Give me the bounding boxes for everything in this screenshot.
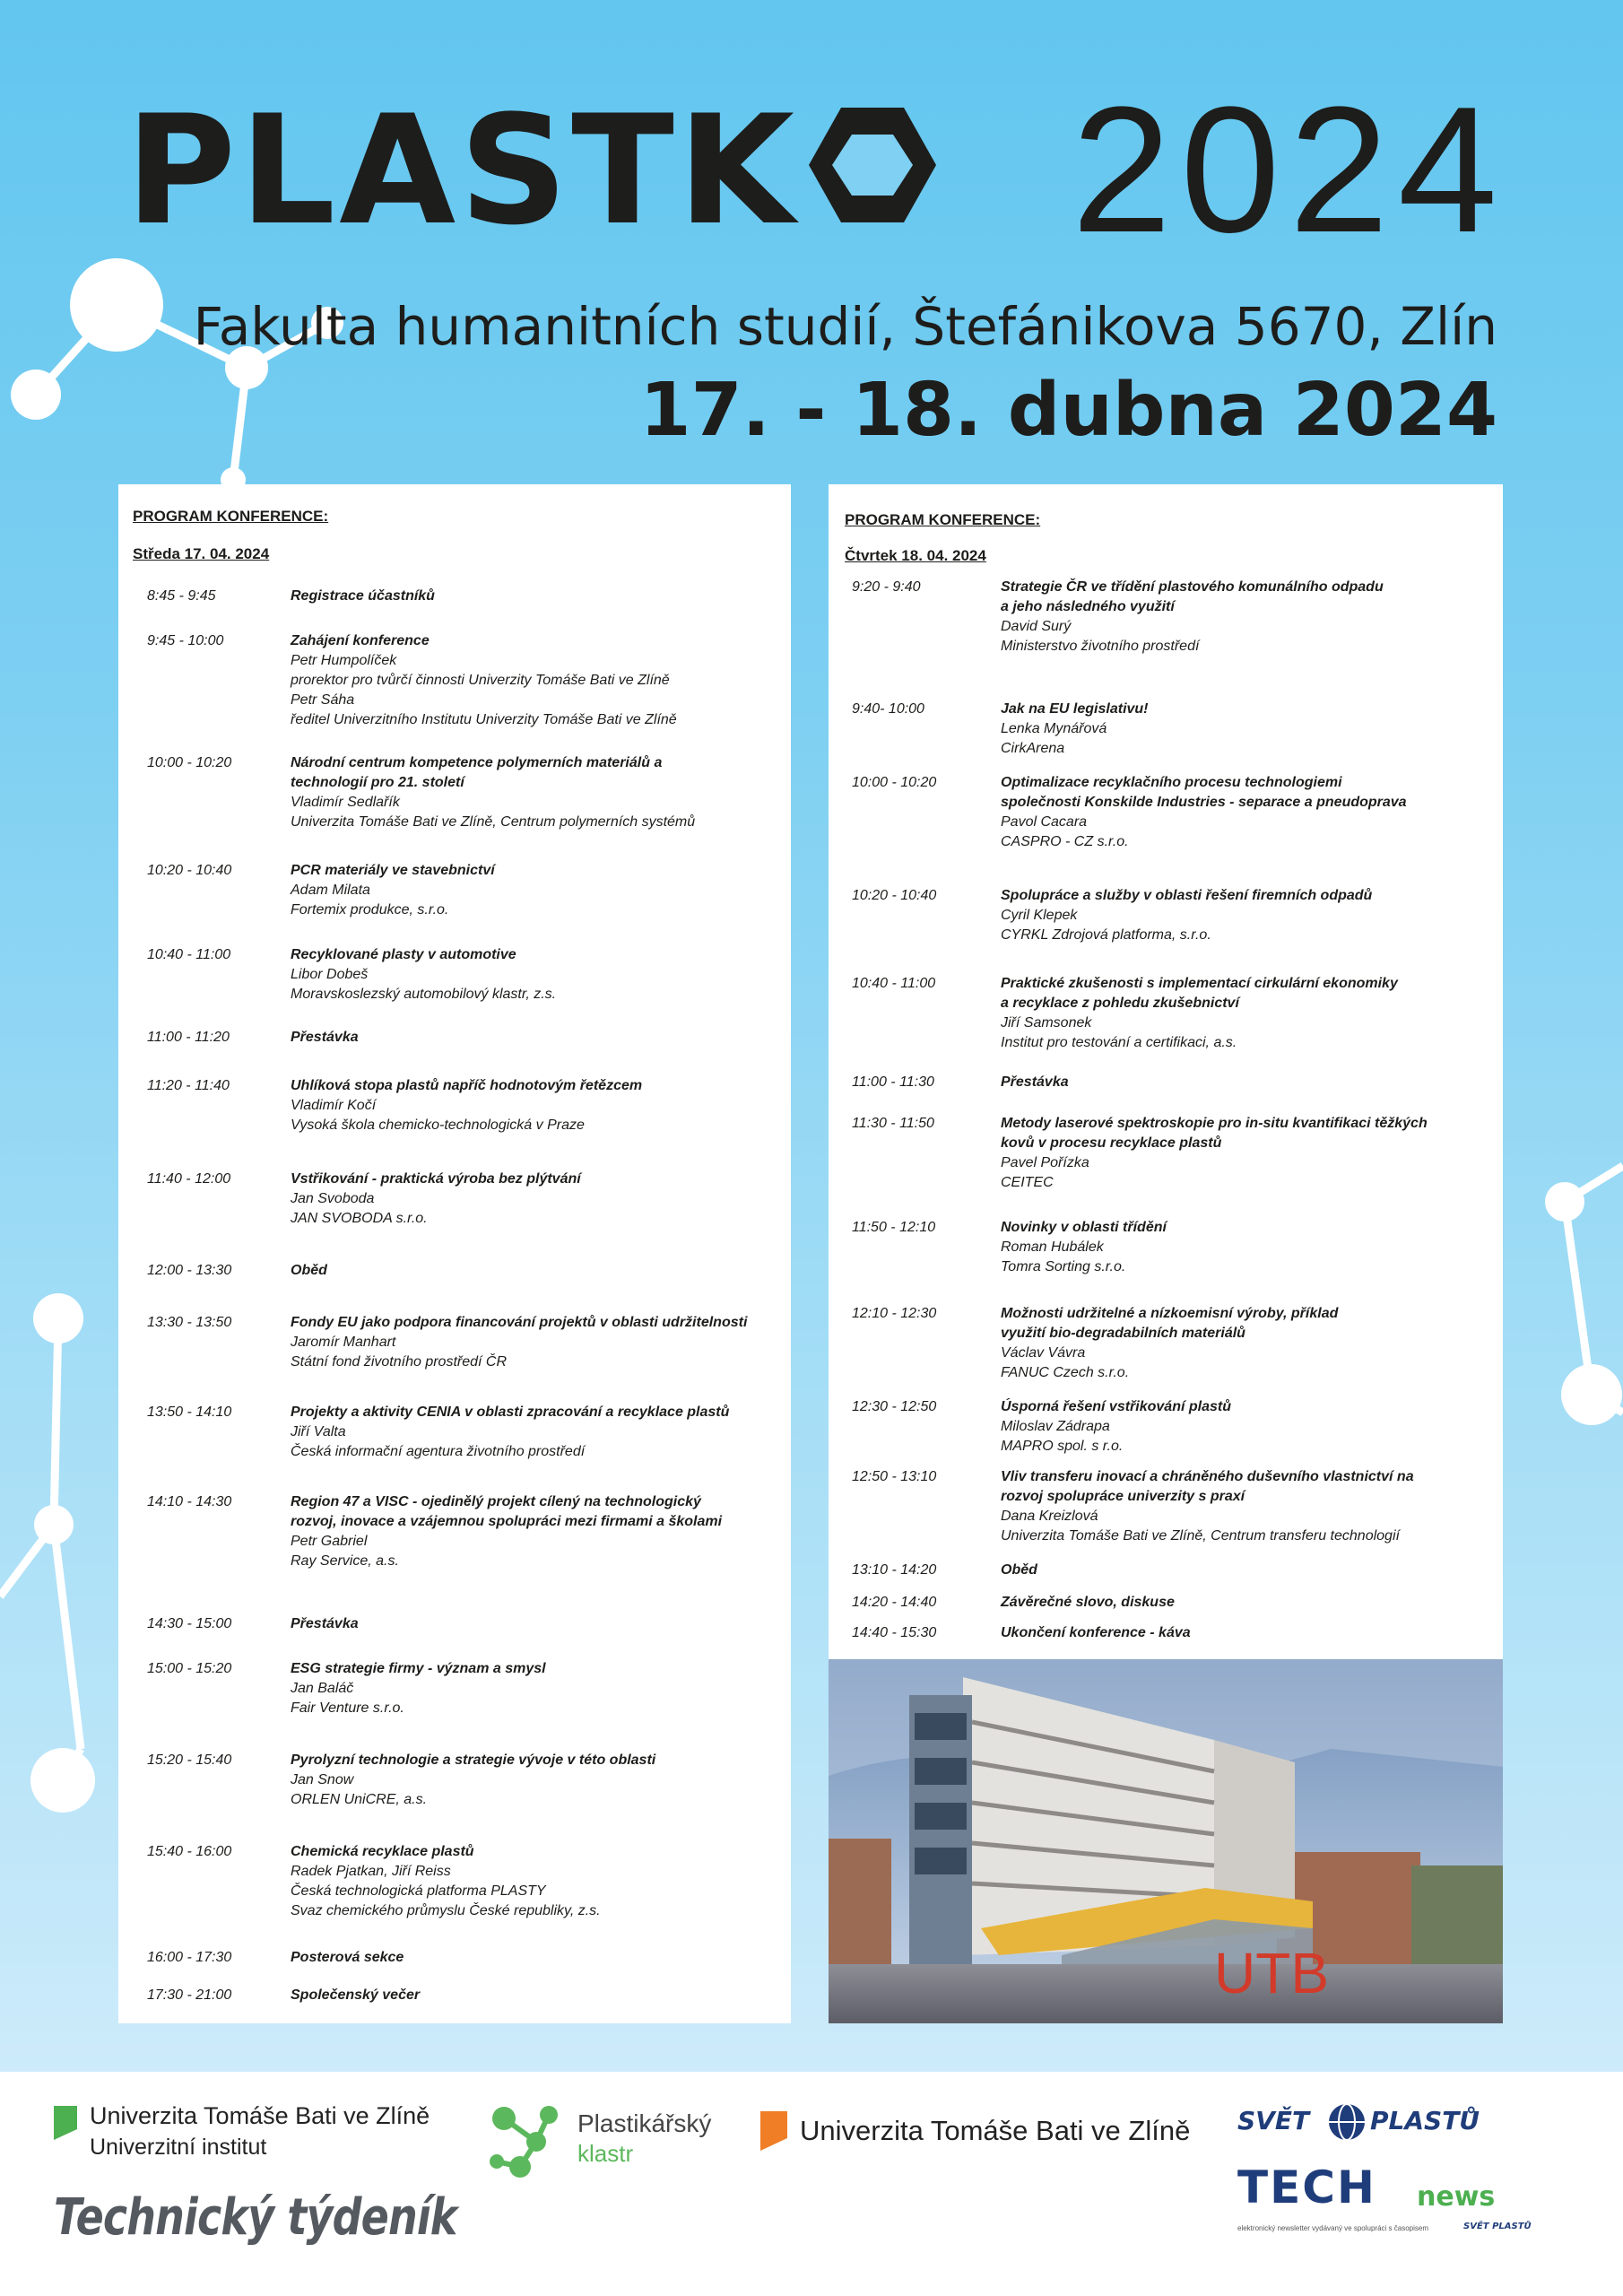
schedule-time: 8:45 - 9:45 (147, 588, 216, 604)
talk-title: Spolupráce a služby v oblasti řešení firemních odpadů (1001, 888, 1373, 903)
speaker-info: Libor Dobeš (291, 967, 369, 982)
schedule-details (1001, 700, 1149, 759)
schedule-time: 17:30 - 21:00 (147, 1987, 232, 2003)
schedule-details (291, 1614, 359, 1634)
talk-title: Uhlíková stopa plastů napříč hodnotovým řetězcem (291, 1078, 643, 1093)
talk-title: PCR materiály ve stavebnictví (291, 863, 495, 878)
talk-title: Novinky v oblasti třídění (1001, 1220, 1167, 1235)
speaker-info: JAN SVOBODA s.r.o. (291, 1211, 428, 1226)
talk-title: Úsporná řešení vstřikování plastů (1001, 1399, 1231, 1414)
schedule-time: 14:10 - 14:30 (147, 1494, 232, 1509)
speaker-info: Jan Svoboda (291, 1191, 375, 1206)
program-heading: PROGRAM KONFERENCE: (845, 511, 1041, 528)
talk-title: využití bio-degradabilních materiálů (1001, 1326, 1245, 1341)
klastr-subtitle: klastr (577, 2140, 634, 2167)
utb-green-flag-icon (54, 2106, 77, 2140)
talk-title: Recyklované plasty v automotive (291, 947, 516, 962)
speaker-info: Adam Milata (291, 883, 370, 898)
technews-logo (1237, 2161, 1532, 2260)
speaker-info: Moravskoslezský automobilový klastr, z.s. (291, 987, 557, 1002)
talk-title: Přestávka (1001, 1074, 1069, 1090)
utb-ui-subtitle: Univerzitní institut (90, 2135, 267, 2160)
speaker-info: FANUC Czech s.r.o. (1001, 1365, 1130, 1380)
schedule-details (1001, 1218, 1167, 1277)
talk-title: rozvoj, inovace a vzájemnou spolupráci mezi firmami a školami (291, 1514, 723, 1529)
talk-title: Závěrečné slovo, diskuse (1001, 1595, 1175, 1610)
schedule-time: 10:20 - 10:40 (147, 863, 232, 878)
speaker-info: Česká informační agentura životního prostředí (291, 1444, 586, 1459)
utb-orange-flag-icon (760, 2111, 787, 2151)
schedule-details (1001, 886, 1372, 945)
schedule-details (291, 1261, 327, 1281)
talk-title: Přestávka (291, 1616, 359, 1631)
schedule-details (1001, 1561, 1037, 1580)
program-heading: PROGRAM KONFERENCE: (133, 508, 329, 525)
talk-title: Chemická recyklace plastů (291, 1844, 474, 1859)
speaker-info: Státní fond životního prostředí ČR (291, 1354, 508, 1370)
schedule-time: 13:30 - 13:50 (147, 1315, 232, 1330)
talk-title: technologií pro 21. století (291, 775, 464, 790)
plastu-word: PLASTŮ (1370, 2106, 1480, 2135)
schedule-details (291, 1659, 546, 1718)
schedule-time: 12:10 - 12:30 (852, 1306, 937, 1321)
schedule-time: 10:40 - 11:00 (852, 976, 936, 991)
speaker-info: Jiří Valta (291, 1424, 346, 1439)
speaker-info: Fair Venture s.r.o. (291, 1700, 404, 1716)
schedule-time: 11:00 - 11:30 (852, 1074, 934, 1090)
speaker-info: ředitel Univerzitního Institutu Univerzity Tomáše Bati ve Zlíně (291, 712, 677, 727)
schedule-details (1001, 1114, 1428, 1193)
talk-title: společnosti Konskilde Industries - separace a pneudoprava (1001, 795, 1407, 810)
plastikarsky-klastr-logo (484, 2099, 717, 2179)
speaker-info: Tomra Sorting s.r.o. (1001, 1259, 1126, 1274)
schedule-time: 9:40- 10:00 (852, 701, 924, 717)
speaker-info: Dana Kreizlová (1001, 1509, 1098, 1524)
speaker-info: Petr Humpolíček (291, 653, 397, 668)
technicky-tydenik-text: Technický týdeník (54, 2188, 457, 2247)
globe-icon (1327, 2102, 1367, 2142)
talk-title: Vstřikování - praktická výroba bez plýtvání (291, 1171, 581, 1187)
talk-title: Optimalizace recyklačního procesu technologiemi (1001, 775, 1342, 790)
schedule-details (1001, 1073, 1069, 1092)
speaker-info: Petr Sáha (291, 692, 355, 708)
title-year: 2024 (1072, 70, 1506, 270)
conference-dates: 17. - 18. dubna 2024 (639, 368, 1497, 453)
speaker-info: Ministerstvo životního prostředí (1001, 639, 1200, 654)
schedule-details (1001, 974, 1398, 1053)
talk-title: Posterová sekce (291, 1950, 404, 1965)
schedule-time: 10:00 - 10:20 (147, 755, 232, 770)
speaker-info: Radek Pjatkan, Jiří Reiss (291, 1864, 451, 1879)
schedule-details (291, 1842, 601, 1921)
program-day2-panel (829, 484, 1503, 1659)
technews-svet-plastu: SVĚT PLASTŮ (1463, 2222, 1532, 2231)
schedule-time: 15:20 - 15:40 (147, 1752, 232, 1768)
day-date: Čtvrtek 18. 04. 2024 (845, 547, 986, 564)
utb-ui-name: Univerzita Tomáše Bati ve Zlíně (90, 2102, 430, 2129)
schedule-details (1001, 1623, 1191, 1643)
speaker-info: Václav Vávra (1001, 1345, 1086, 1361)
talk-title: Jak na EU legislativu! (1001, 701, 1149, 717)
utb-building-photo (829, 1659, 1503, 2023)
schedule-details (291, 945, 556, 1004)
schedule-time: 15:40 - 16:00 (147, 1844, 232, 1859)
talk-title: rozvoj spolupráce univerzity s praxí (1001, 1489, 1245, 1504)
schedule-details (291, 1403, 729, 1462)
tech-word: TECH (1237, 2161, 1376, 2213)
talk-title: Pyrolyzní technologie a strategie vývoje v této oblasti (291, 1752, 656, 1768)
schedule-details (291, 1751, 655, 1810)
schedule-time: 12:00 - 13:30 (147, 1263, 232, 1278)
speaker-info: MAPRO spol. s r.o. (1001, 1439, 1124, 1454)
schedule-time: 12:30 - 12:50 (852, 1399, 937, 1414)
speaker-info: Pavel Pořízka (1001, 1155, 1089, 1170)
speaker-info: Miloslav Zádrapa (1001, 1419, 1110, 1434)
speaker-info: Vysoká škola chemicko-technologická v Praze (291, 1118, 585, 1133)
talk-title: Oběd (291, 1263, 327, 1278)
technicky-tydenik-logo (54, 2188, 545, 2247)
utb-sign: UTB (1214, 1941, 1329, 2005)
schedule-time: 11:20 - 11:40 (147, 1078, 230, 1093)
speaker-info: David Surý (1001, 619, 1072, 634)
venue-address: Fakulta humanitních studií, Štefánikova 5670, Zlín (193, 296, 1497, 357)
speaker-info: Ray Service, a.s. (291, 1553, 399, 1569)
talk-title: Společenský večer (291, 1987, 421, 2003)
schedule-time: 14:30 - 15:00 (147, 1616, 232, 1631)
schedule-time: 10:40 - 11:00 (147, 947, 231, 962)
schedule-time: 16:00 - 17:30 (147, 1950, 232, 1965)
schedule-time: 13:10 - 14:20 (852, 1562, 937, 1578)
speaker-info: Jan Snow (291, 1772, 354, 1787)
schedule-time: 9:45 - 10:00 (147, 633, 224, 648)
schedule-time: 10:00 - 10:20 (852, 775, 937, 790)
schedule-details (291, 1492, 722, 1571)
speaker-info: Vladimír Sedlařík (291, 795, 400, 810)
talk-title: Registrace účastníků (291, 588, 435, 604)
speaker-info: Fortemix produkce, s.r.o. (291, 902, 449, 918)
speaker-info: Roman Hubálek (1001, 1239, 1104, 1255)
talk-title: Možnosti udržitelné a nízkoemisní výroby, příklad (1001, 1306, 1339, 1321)
talk-title: Strategie ČR ve třídění plastového komunálního odpadu (1001, 579, 1384, 595)
talk-title: Fondy EU jako podpora financování projektů v oblasti udržitelnosti (291, 1315, 748, 1330)
talk-title: Ukončení konference - káva (1001, 1625, 1191, 1640)
conference-title (126, 70, 1506, 270)
brand-logo: PLASTK (126, 90, 940, 251)
schedule-time: 12:50 - 13:10 (852, 1469, 937, 1484)
talk-title: Oběd (1001, 1562, 1037, 1578)
svet-word: SVĚT (1237, 2106, 1310, 2135)
schedule-details (291, 1313, 747, 1372)
speaker-info: Svaz chemického průmyslu České republiky, z.s. (291, 1903, 601, 1918)
schedule-details (291, 861, 495, 920)
schedule-time: 11:30 - 11:50 (852, 1116, 934, 1131)
speaker-info: CEITEC (1001, 1175, 1054, 1190)
speaker-info: Institut pro testování a certifikaci, a.s. (1001, 1035, 1237, 1050)
speaker-info: Cyril Klepek (1001, 908, 1078, 923)
talk-title: ESG strategie firmy - význam a smysl (291, 1661, 546, 1676)
svet-plastu-logo (1237, 2102, 1506, 2147)
speaker-info: CirkArena (1001, 741, 1065, 756)
schedule-details (1001, 1397, 1231, 1457)
schedule-time: 15:00 - 15:20 (147, 1661, 232, 1676)
speaker-info: CYRKL Zdrojová platforma, s.r.o. (1001, 927, 1211, 943)
schedule-details (291, 1170, 581, 1229)
talk-title: Národní centrum kompetence polymerních materiálů a (291, 755, 663, 770)
talk-title: Projekty a aktivity CENIA v oblasti zpracování a recyklace plastů (291, 1405, 730, 1420)
schedule-time: 14:40 - 15:30 (852, 1625, 937, 1640)
schedule-details (1001, 773, 1407, 852)
schedule-details (291, 587, 435, 606)
speaker-info: Česká technologická platforma PLASTY (291, 1883, 546, 1899)
talk-title: Metody laserové spektroskopie pro in-situ kvantifikaci těžkých (1001, 1116, 1428, 1131)
speaker-info: ORLEN UniCRE, a.s. (291, 1792, 428, 1807)
speaker-info: Pavol Cacara (1001, 814, 1088, 830)
schedule-time: 11:00 - 11:20 (147, 1030, 230, 1045)
speaker-info: Jaromír Manhart (291, 1335, 396, 1350)
speaker-info: Univerzita Tomáše Bati ve Zlíně, Centrum transferu technologií (1001, 1528, 1400, 1544)
talk-title: Přestávka (291, 1030, 359, 1045)
schedule-details (1001, 1304, 1338, 1383)
talk-title: Region 47 a VISC - ojedinělý projekt cílený na technologický (291, 1494, 701, 1509)
speaker-info: Lenka Mynářová (1001, 721, 1107, 736)
talk-title: kovů v procesu recyklace plastů (1001, 1135, 1222, 1151)
schedule-details (291, 753, 695, 832)
schedule-time: 10:20 - 10:40 (852, 888, 937, 903)
technews-tagline: elektronický newsletter vydávaný ve spolupráci s časopisem (1237, 2224, 1428, 2232)
talk-title: a jeho následného využití (1001, 599, 1175, 614)
schedule-details (1001, 1467, 1414, 1546)
speaker-info: Jiří Samsonek (1001, 1015, 1092, 1031)
speaker-info: Jan Baláč (291, 1681, 354, 1696)
speaker-info: Vladimír Kočí (291, 1098, 377, 1113)
schedule-details (291, 1076, 642, 1135)
molecule-cluster-icon (484, 2099, 565, 2179)
schedule-details (1001, 578, 1384, 657)
schedule-time: 11:50 - 12:10 (852, 1220, 936, 1235)
schedule-details (291, 1986, 420, 2005)
schedule-details (291, 1028, 359, 1048)
program-day1-panel (118, 484, 791, 2023)
schedule-time: 11:40 - 12:00 (147, 1171, 231, 1187)
sponsors-footer (0, 2072, 1623, 2296)
schedule-details (291, 631, 677, 730)
schedule-time: 13:50 - 14:10 (147, 1405, 232, 1420)
schedule-details (291, 1948, 404, 1968)
speaker-info: CASPRO - CZ s.r.o. (1001, 834, 1129, 849)
speaker-info: Petr Gabriel (291, 1534, 368, 1549)
utb-name: Univerzita Tomáše Bati ve Zlíně (800, 2115, 1191, 2146)
schedule-details (1001, 1593, 1175, 1613)
klastr-name: Plastikářský (577, 2109, 712, 2137)
talk-title: a recyklace z pohledu zkušebnictví (1001, 996, 1239, 1011)
day-date: Středa 17. 04. 2024 (133, 545, 270, 562)
speaker-info: Univerzita Tomáše Bati ve Zlíně, Centrum polymerních systémů (291, 814, 696, 830)
talk-title: Praktické zkušenosti s implementací cirkulární ekonomiky (1001, 976, 1398, 991)
talk-title: Zahájení konference (291, 633, 430, 648)
news-word: news (1417, 2181, 1496, 2213)
speaker-info: prorektor pro tvůrčí činnosti Univerzity Tomáše Bati ve Zlíně (291, 673, 670, 688)
talk-title: Vliv transferu inovací a chráněného duševního vlastnictví na (1001, 1469, 1414, 1484)
hexagon-icon (805, 102, 940, 228)
schedule-time: 9:20 - 9:40 (852, 579, 921, 595)
schedule-time: 14:20 - 14:40 (852, 1595, 937, 1610)
